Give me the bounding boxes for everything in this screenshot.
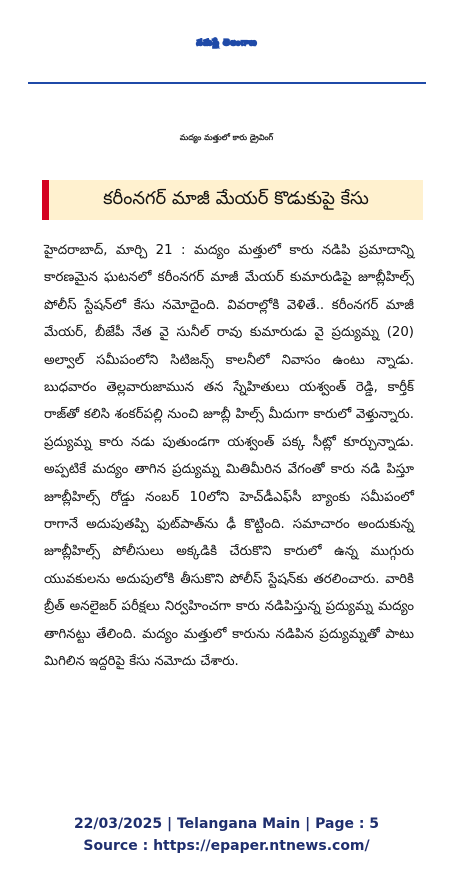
masthead-logo: నమస్తే తెలంగాణ	[196, 37, 258, 47]
headline: మద్యం మత్తులో కారు డ్రైవింగ్	[179, 132, 274, 142]
article-body	[44, 237, 414, 807]
footer-source: Source : https://epaper.ntnews.com/	[83, 838, 370, 854]
masthead-divider	[28, 82, 426, 84]
footer-date-edition: 22/03/2025 | Telangana Main | Page : 5	[73, 816, 380, 832]
subheadline: కరీంనగర్ మాజీ మేయర్ కొడుకుపై కేసు	[103, 187, 369, 209]
article-paragraph: హైదరాబాద్, మార్చి 21 : మద్యం మత్తులో కారు నడిపి ప్రమాదాన్ని కారణమైన ఘటనలో కరీంనగర్ మాజీ మేయర్ కుమారుడిపై జూబ్లీహిల్స్ పోలీస్ స్టేషన్‌లో కేసు నమోదైంది. వివరాల్లోకి వెళితే.. కరీంనగర్ మాజీ మేయర్, బీజేపీ నేత వై సునీల్ రావు కుమారుడు వై ప్రద్యుమ్న (20) అల్వాల్ సమీపంలోని సిటిజన్స్ కాలనీలో నివాసం ఉంటు న్నాడు. బుధవారం తెల్లవారుజామున తన స్నేహితులు యశ్వంత్ రెడ్డి, కార్తీక్ రాజ్‌తో కలిసి శంకర్‌పల్లి నుంచి జూబ్లీ హిల్స్ మీదుగా కారులో వెళ్తున్నారు. ప్రద్యుమ్న కారు నడు పుతుండగా యశ్వంత్ పక్క సీట్లో కూర్చున్నాడు. అప్పటికే మద్యం తాగిన ప్రద్యుమ్న మితిమీరిన వేగంతో కారు నడి పిస్తూ జూబ్లీహిల్స్ రోడ్డు నంబర్ 10లోని హెచ్‌డీఎఫ్‌సీ బ్యాంకు సమీపంలో రాగానే అదుపుతప్పి ఫుట్‌పాత్‌ను ఢీ కొట్టింది. సమాచారం అందుకున్న జూబ్లీహిల్స్ పోలీసులు అక్కడికి చేరుకొని కారులో ఉన్న ముగ్గురు యువకులను అదుపులోకి తీసుకొని పోలీస్ స్టేషన్‌కు తరలించారు. వారికి బ్రీత్ అనలైజర్ పరీక్షలు నిర్వహించగా కారు నడిపిస్తున్న ప్రద్యుమ్న మద్యం తాగినట్టు తేలింది. మద్యం మత్తులో కారును నడిపిన ప్రద్యుమ్నతో పాటు మిగిలిన ఇద్దరిపై కేసు నమోదు చేశారు.	[44, 243, 414, 670]
subheadline-box	[42, 180, 423, 220]
